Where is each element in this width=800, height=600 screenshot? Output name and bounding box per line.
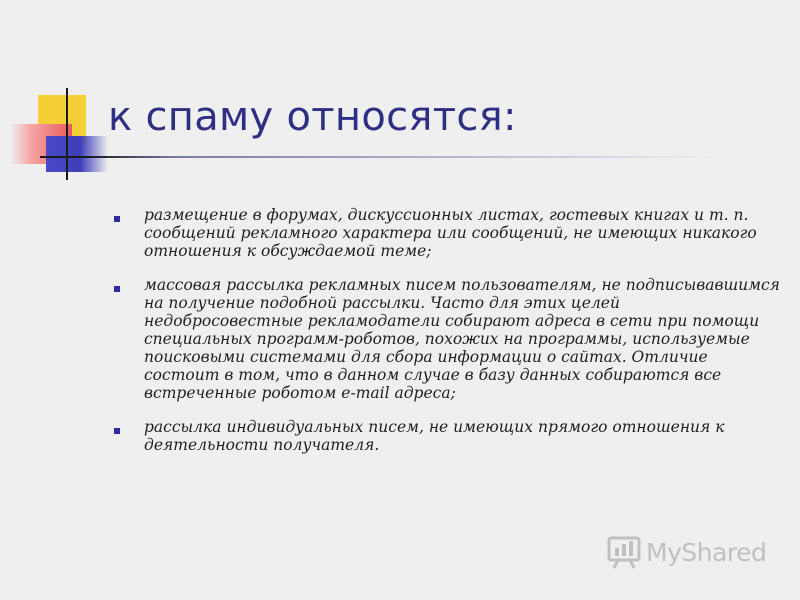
myshared-logo-icon	[606, 534, 642, 570]
list-item	[110, 206, 780, 260]
blue-bar-decoration	[46, 136, 108, 172]
watermark-text: MyShared	[646, 537, 767, 567]
slide-title: к спаму относятся:	[108, 94, 517, 140]
square-bullet-icon	[114, 286, 120, 292]
myshared-watermark	[606, 534, 766, 570]
bullet-text: массовая рассылка рекламных писем пользователям, не подписывавшимся на получение подобной рассылки. Часто для этих целей недобросовестные рекламодатели собирают адреса в сети при помощи специальных программ-роботов, похожих на программы, используемые поисковыми системами для сбора информации о сайтах. Отличие состоит в том, что в данном случае в базу данных собираются все встреченные роботом e-mail адреса;	[144, 276, 780, 402]
title-underline	[40, 156, 720, 158]
bullet-text: рассылка индивидуальных писем, не имеющих прямого отношения к деятельности получателя.	[144, 418, 725, 454]
list-item	[110, 418, 780, 454]
list-item	[110, 276, 780, 402]
bullet-list	[110, 206, 780, 470]
square-bullet-icon	[114, 216, 120, 222]
vertical-line-decoration	[66, 88, 68, 180]
bullet-text: размещение в форумах, дискуссионных листах, гостевых книгах и т. п. сообщений рекламного характера или сообщений, не имеющих никакого отношения к обсуждаемой теме;	[144, 206, 757, 260]
square-bullet-icon	[114, 428, 120, 434]
